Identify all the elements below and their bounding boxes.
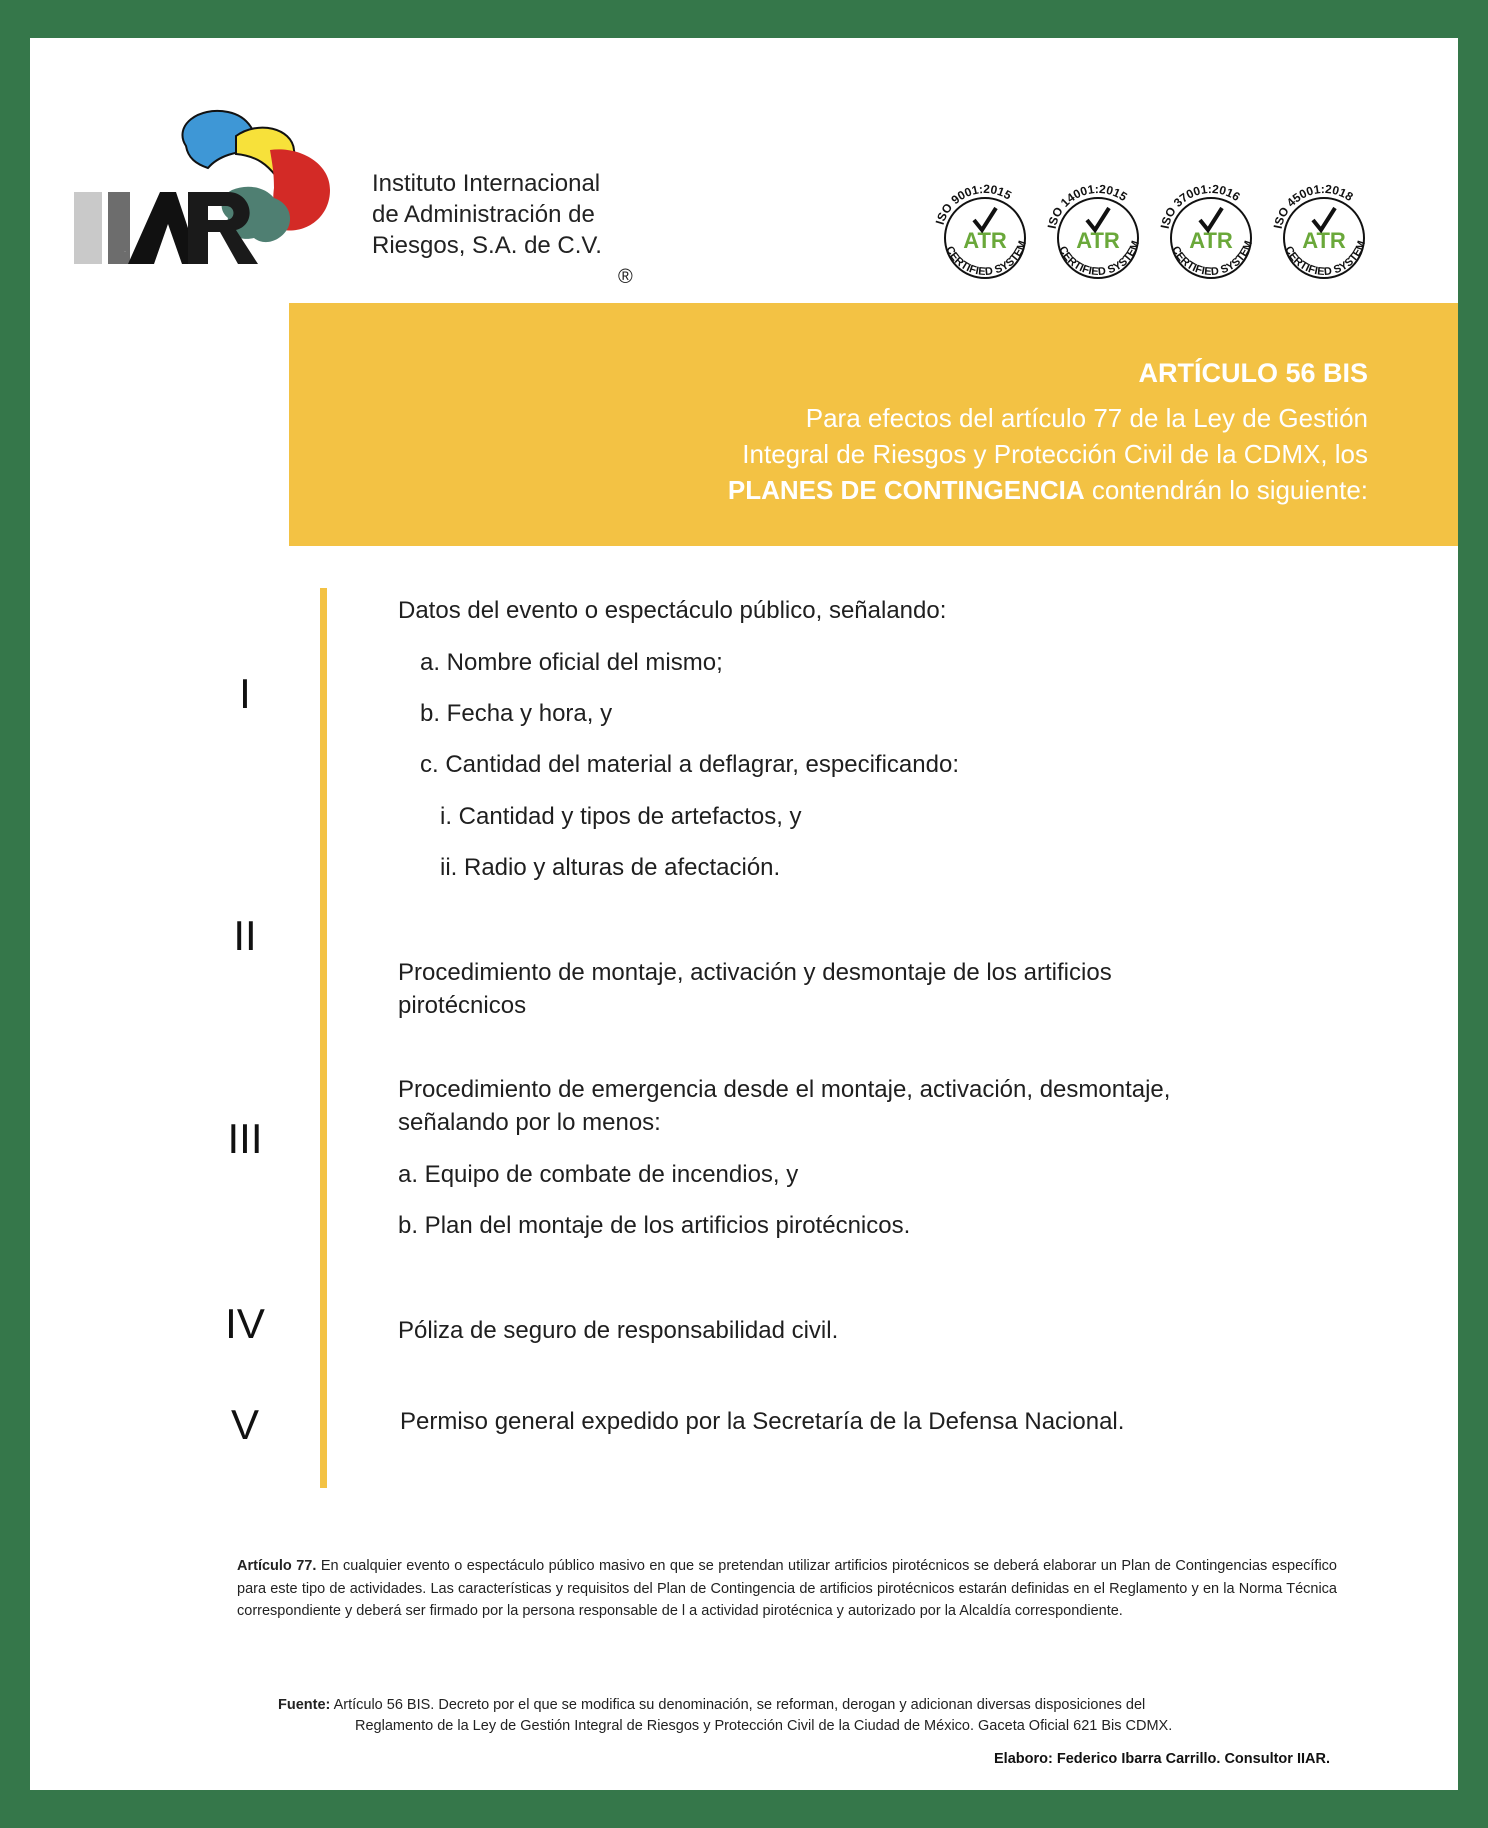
numeral-v: V <box>230 1401 259 1448</box>
numeral-iv: IV <box>225 1300 265 1347</box>
article-77-note <box>237 1555 1337 1623</box>
banner-line-3-rest: contendrán lo siguiente: <box>1084 475 1368 505</box>
numeral-iii: III <box>227 1115 263 1162</box>
org-line-3: Riesgos, S.A. de C.V. <box>372 232 602 259</box>
source-line-1 <box>278 1697 1145 1713</box>
article-77-label: Artículo 77. <box>237 1558 317 1574</box>
item-ii-line-2: pirotécnicos <box>398 992 527 1019</box>
cert-mark: ATR <box>1189 228 1233 253</box>
cert-mark: ATR <box>1076 228 1120 253</box>
cert-standard: ISO 9001:2015 <box>932 181 1014 227</box>
item-iii-line-2: señalando por lo menos: <box>398 1109 661 1136</box>
cert-seal-iso45001 <box>1269 158 1379 308</box>
cert-seal-iso14001 <box>1043 158 1153 308</box>
org-line-2: de Administración de <box>372 201 595 228</box>
item-v-text: Permiso general expedido por la Secretaría de la Defensa Nacional. <box>400 1408 1125 1435</box>
source-line-2: Reglamento de la Ley de Gestión Integral de Riesgos y Protección Civil de la Ciudad de México. Gaceta Oficial 621 Bis CDMX. <box>355 1718 1173 1734</box>
cert-footer: CERTIFIED SYSTEM <box>1169 239 1256 279</box>
organization-name <box>372 168 602 261</box>
org-line-1: Instituto Internacional <box>372 170 601 197</box>
cert-standard: ISO 37001:2016 <box>1157 181 1243 230</box>
banner-line-2: Integral de Riesgos y Protección Civil de la CDMX, los <box>742 439 1368 469</box>
cert-seal-iso9001 <box>930 158 1040 308</box>
cert-footer: CERTIFIED SYSTEM <box>1056 239 1143 279</box>
registered-mark: ® <box>618 266 633 288</box>
accent-divider <box>320 588 327 1488</box>
banner-line-1: Para efectos del artículo 77 de la Ley de Gestión <box>805 403 1368 433</box>
numeral-i: I <box>239 670 251 717</box>
source-text-1: Artículo 56 BIS. Decreto por el que se modifica su denominación, se reforman, derogan y adicionan diversas disposiciones del <box>330 1697 1146 1713</box>
item-iii-b: b. Plan del montaje de los artificios pirotécnicos. <box>398 1212 911 1239</box>
logo-letters: IAR <box>124 252 126 253</box>
cert-standard: ISO 14001:2015 <box>1044 181 1130 230</box>
item-iv-text: Póliza de seguro de responsabilidad civil. <box>398 1317 839 1344</box>
cert-seal-iso37001 <box>1156 158 1266 308</box>
item-i-b: b. Fecha y hora, y <box>420 700 613 727</box>
item-iii-a: a. Equipo de combate de incendios, y <box>398 1161 799 1188</box>
item-i-a: a. Nombre oficial del mismo; <box>420 649 723 676</box>
article-title: ARTÍCULO 56 BIS <box>1138 358 1368 388</box>
source-label: Fuente: <box>278 1697 331 1713</box>
contingency-plans-emphasis: PLANES DE CONTINGENCIA <box>727 475 1085 505</box>
author-credit: Elaboro: Federico Ibarra Carrillo. Consultor IIAR. <box>994 1751 1330 1767</box>
item-i-c-ii: ii. Radio y alturas de afectación. <box>440 854 781 881</box>
document-page <box>30 38 1458 1790</box>
item-i-c: c. Cantidad del material a deflagrar, especificando: <box>420 751 959 778</box>
cert-footer: CERTIFIED SYSTEM <box>1282 239 1369 279</box>
item-i-lead: Datos del evento o espectáculo público, señalando: <box>398 597 947 624</box>
item-ii-line-1: Procedimiento de montaje, activación y desmontaje de los artificios <box>398 959 1112 986</box>
certification-seals <box>930 158 1430 308</box>
svg-text:ISO 9001:2015 <box>933 182 1014 226</box>
numeral-ii: II <box>233 912 257 959</box>
cert-mark: ATR <box>963 228 1007 253</box>
cert-mark: ATR <box>1302 228 1346 253</box>
item-i-c-i: i. Cantidad y tipos de artefactos, y <box>440 803 802 830</box>
article-banner <box>289 303 1458 546</box>
iiar-logo <box>68 106 368 266</box>
banner-line-3 <box>728 475 1368 506</box>
cert-footer: CERTIFIED SYSTEM <box>943 239 1030 279</box>
cert-standard: ISO 45001:2018 <box>1270 181 1356 230</box>
item-iii-line-1: Procedimiento de emergencia desde el montaje, activación, desmontaje, <box>398 1076 1171 1103</box>
article-77-text: En cualquier evento o espectáculo público masivo en que se pretendan utilizar artificios pirotécnicos se deberá elaborar un Plan de Contingencias específico para este tipo de actividades. Las características y requisitos del Plan de Contingencia de artificios pirotécnicos estarán definidas en el Reglamento y en la Norma Técnica correspondiente y deberá ser firmado por la persona responsable de l a actividad pirotécnica y autorizado por la Alcaldía correspondiente. <box>237 1558 1337 1619</box>
